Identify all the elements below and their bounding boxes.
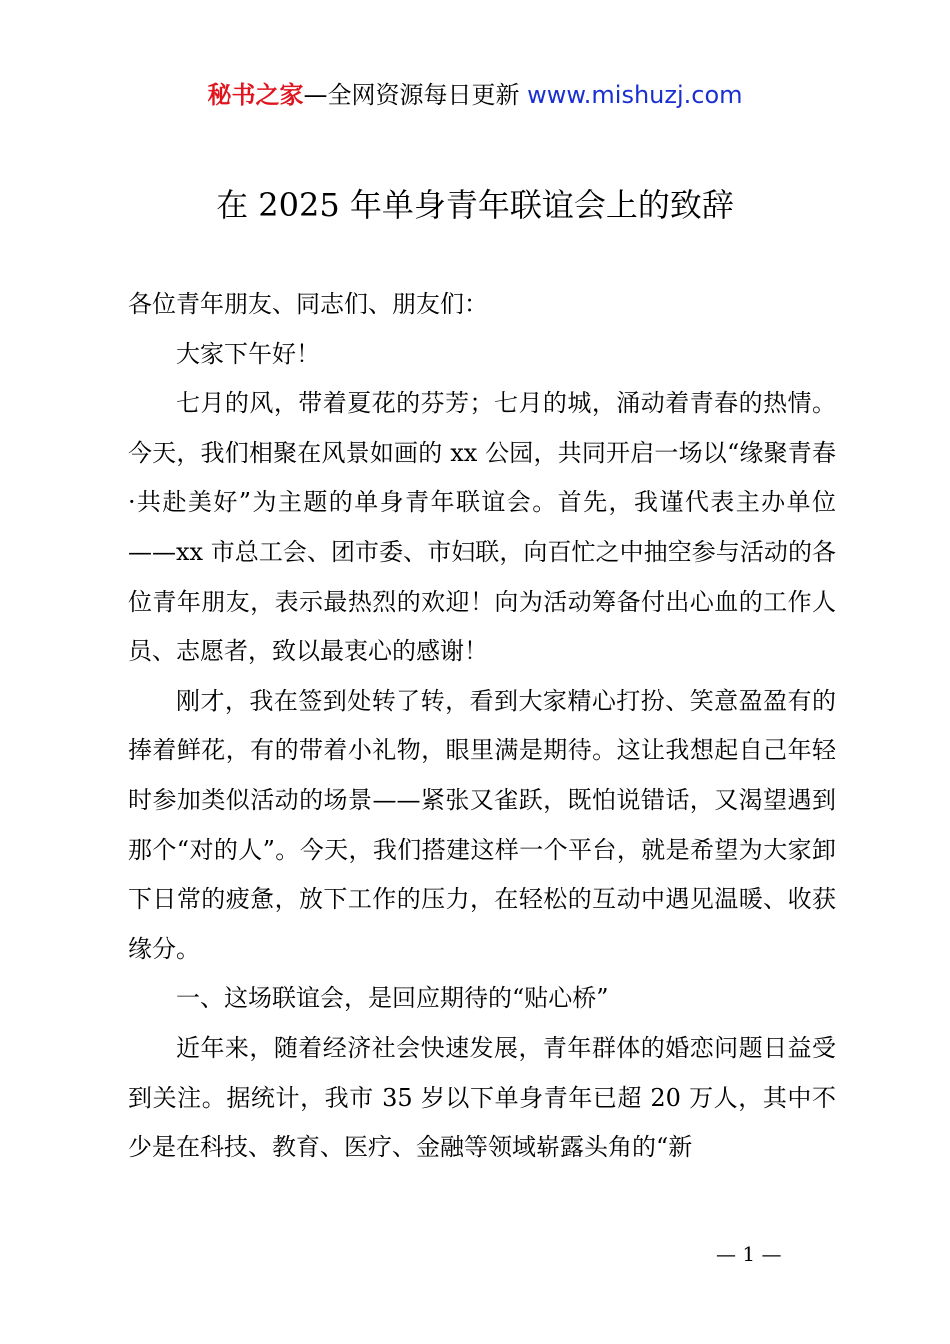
site-header bbox=[0, 78, 950, 112]
document-title: 在 2025 年单身青年联谊会上的致辞 bbox=[216, 186, 734, 224]
paragraph-recollection: 刚才，我在签到处转了转，看到大家精心打扮、笑意盈盈有的捧着鲜花，有的带着小礼物，眼里满是期待。这让我想起自己年轻时参加类似活动的场景——紧张又雀跃，既怕说错话，又渴望遇到那个“对的人”。今天，我们搭建这样一个平台，就是希望为大家卸下日常的疲惫，放下工作的压力，在轻松的互动中遇见温暖、收获缘分。 bbox=[128, 686, 836, 963]
site-url[interactable]: www.mishuzj.com bbox=[527, 81, 743, 109]
paragraph-welcome: 七月的风，带着夏花的芬芳；七月的城，涌动着青春的热情。今天，我们相聚在风景如画的 xx 公园，共同开启一场以“缘聚青春·共赴美好”为主题的单身青年联谊会。首先，我谨代表主办单位——xx 市总工会、团市委、市妇联，向百忙之中抽空参与活动的各位青年朋友，表示最热烈的欢迎！向为活动筹备付出心血的工作人员、志愿者，致以最衷心的感谢！ bbox=[128, 389, 836, 666]
brand-name: 秘书之家 bbox=[207, 81, 304, 109]
header-tagline: —全网资源每日更新 bbox=[303, 81, 520, 109]
salutation: 各位青年朋友、同志们、朋友们： bbox=[128, 290, 488, 318]
document-body bbox=[128, 280, 836, 1173]
page-number: — 1 — bbox=[716, 1242, 782, 1266]
paragraph-background: 近年来，随着经济社会快速发展，青年群体的婚恋问题日益受到关注。据统计，我市 35 岁以下单身青年已超 20 万人，其中不少是在科技、教育、医疗、金融等领域崭露头角的“新 bbox=[128, 1033, 836, 1162]
section-heading: 一、这场联谊会，是回应期待的“贴心桥” bbox=[176, 984, 609, 1013]
paragraph-greeting: 大家下午好！ bbox=[176, 339, 320, 368]
